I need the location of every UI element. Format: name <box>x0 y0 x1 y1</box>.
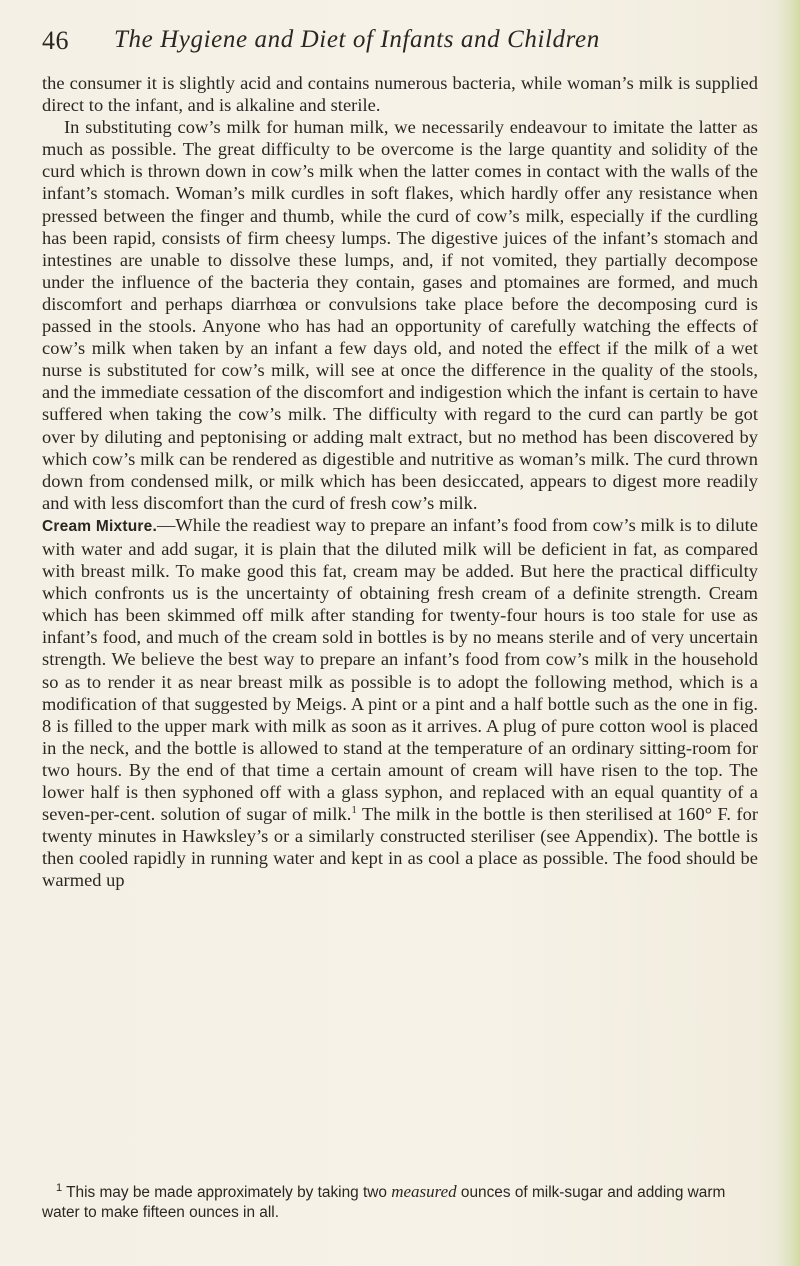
body-text <box>42 72 758 891</box>
footnote-marker: 1 <box>56 1181 63 1194</box>
footnote-reference: 1 <box>351 803 357 816</box>
running-title: The Hygiene and Diet of Infants and Children <box>114 26 600 53</box>
footnote-text-end: ounces of milk-sugar and adding warm water to make fifteen ounces in all. <box>42 1184 726 1221</box>
paragraph-continuation: the consumer it is slightly acid and contains numerous bacteria, while woman’s milk is supplied direct to the infant, and is alkaline and sterile. <box>42 73 758 116</box>
footnote-emphasis: measured <box>391 1182 457 1201</box>
footnote-text-start: This may be made approximately by taking two <box>66 1184 392 1201</box>
page-edge-shadow <box>778 0 800 1266</box>
footnote <box>42 1182 758 1223</box>
paragraph-cream-mixture <box>42 514 758 892</box>
paragraph-cows-milk: In substituting cow’s milk for human milk, we necessarily endeavour to imitate the latter as much as possible. The great difficulty to be overcome is the large quantity and solidity of the curd which is thrown down in cow’s milk when the latter comes in contact with the walls of the infant’s stomach. Woman’s milk curdles in soft flakes, which hardly offer any resistance when pressed between the finger and thumb, while the curd of cow’s milk, especially if the curdling has been rapid, consists of firm cheesy lumps. The digestive juices of the infant’s stomach and intestines are unable to dissolve these lumps, and, if not vomited, they partially decompose under the influence of the bacteria they contain, gases and ptomaines are formed, and much discomfort and perhaps diarrhœa or convulsions take place before the decomposing curd is passed in the stools. Anyone who has had an opportunity of carefully watching the effects of cow’s milk when taken by an infant a few days old, and noted the effect if the milk of a wet nurse is substituted for cow’s milk, will see at once the difference in the quality of the stools, and the immediate cessation of the discomfort and indigestion which the infant is certain to have suffered when taking the cow’s milk. The difficulty with regard to the curd can partly be got over by diluting and peptonising or adding malt extract, but no method has been discovered by which cow’s milk can be rendered as digestible and nutritive as woman’s milk. The curd thrown down from condensed milk, or milk which has been desiccated, appears to digest more readily and with less discomfort than the curd of fresh cow’s milk. <box>42 117 758 513</box>
cream-text-part-2: The milk in the bottle is then sterilised at 160° F. for twenty minutes in Hawksley’s or a similarly constructed steriliser (see Appendix). The bottle is then cooled rapidly in running water and kept in as cool a place as possible. The food should be warmed up <box>42 804 758 891</box>
cream-text-part-1: —While the readiest way to prepare an infant’s food from cow’s milk is to dilute with water and add sugar, it is plain that the diluted milk will be deficient in fat, as compared with breast milk. To make good this fat, cream may be added. But here the practical difficulty which confronts us is the uncertainty of obtaining fresh cream of a definite strength. Cream which has been skimmed off milk after standing for twenty-four hours is too stale for use as infant’s food, and much of the cream sold in bottles is by no means sterile and of very uncertain strength. We believe the best way to prepare an infant’s food from cow’s milk in the household so as to render it as near breast milk as possible is to adopt the following method, which is a modification of that suggested by Meigs. A pint or a pint and a half bottle such as the one in fig. 8 is filled to the upper mark with milk as soon as it arrives. A plug of pure cotton wool is placed in the neck, and the bottle is allowed to stand at the temperature of an ordinary sitting-room for two hours. By the end of that time a certain amount of cream will have risen to the top. The lower half is then syphoned off with a glass syphon, and replaced with an equal quantity of a seven-per-cent. solution of sugar of milk. <box>42 514 758 825</box>
section-heading-cream-mixture: Cream Mixture. <box>42 517 157 535</box>
page-number: 46 <box>42 26 69 55</box>
page-header <box>42 26 762 66</box>
